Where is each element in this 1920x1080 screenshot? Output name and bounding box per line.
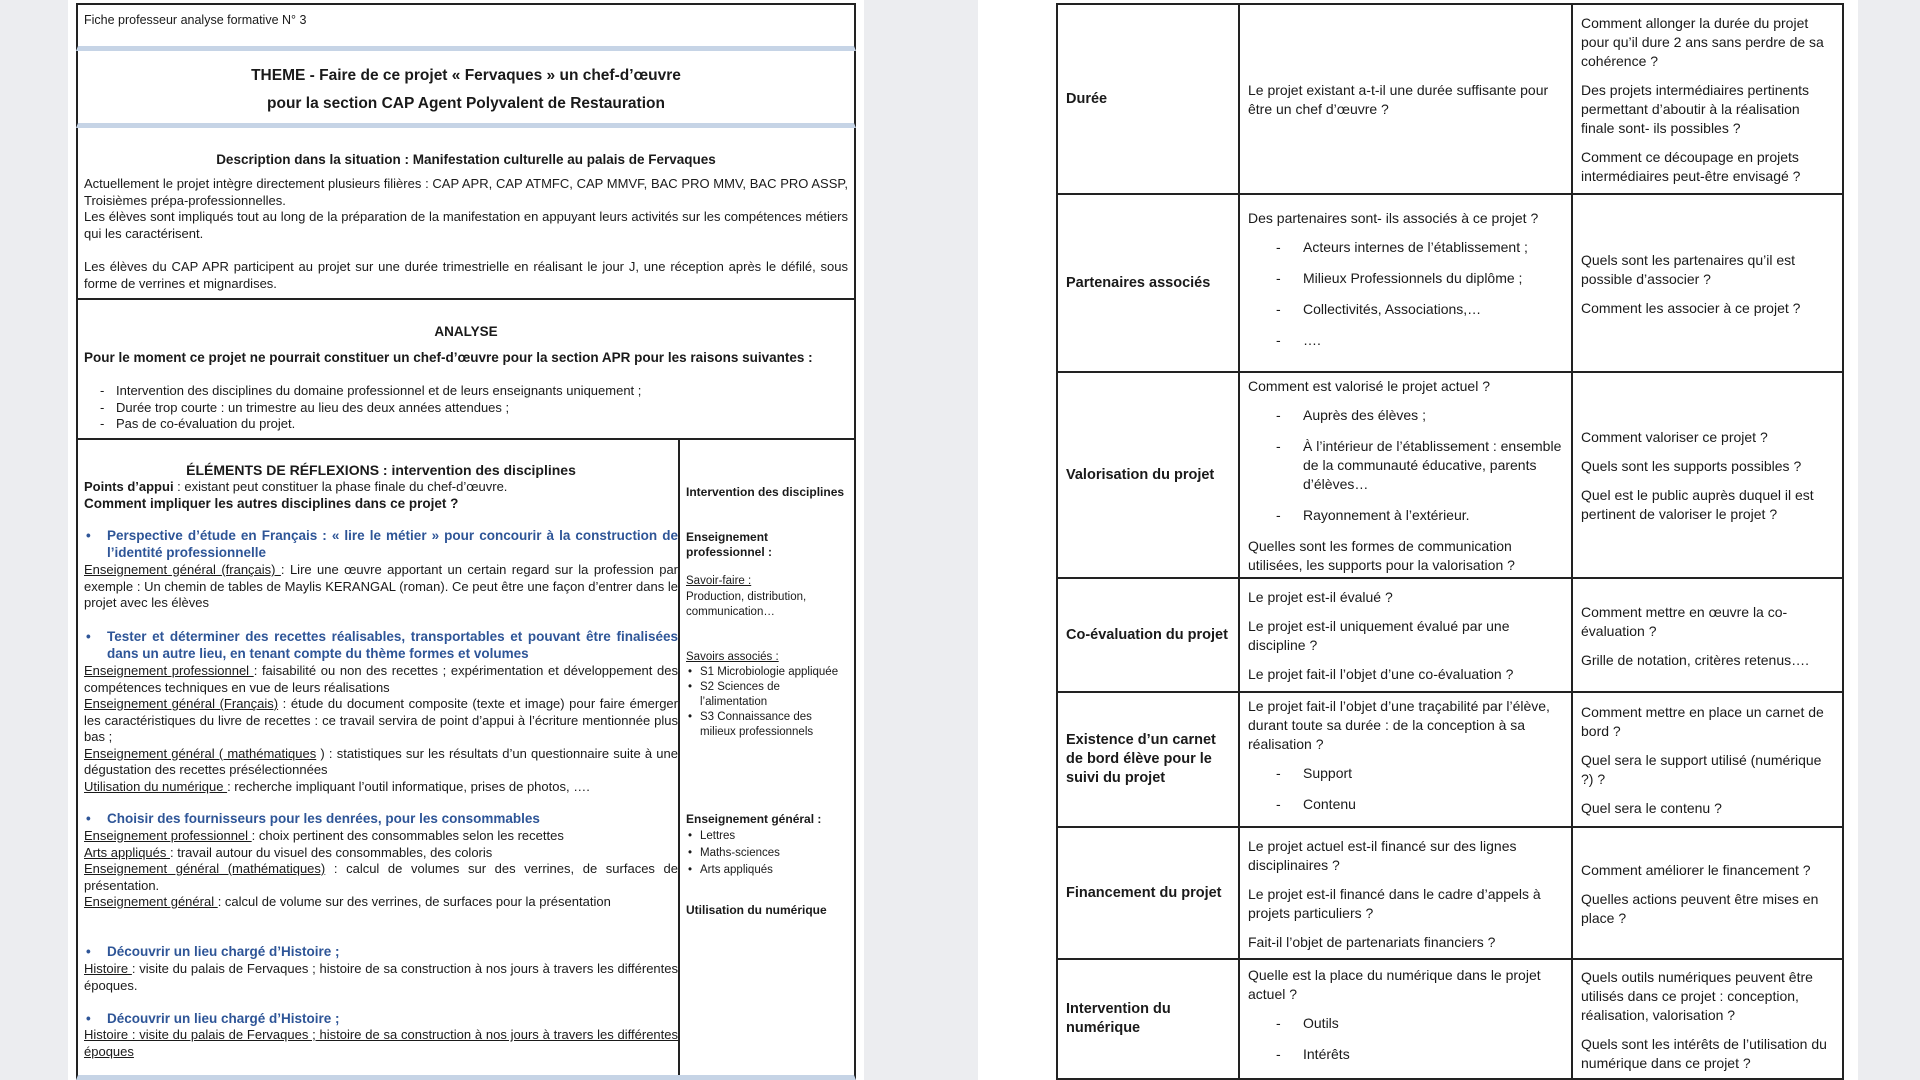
section-text-recettes	[84, 663, 678, 795]
analyse-list	[94, 383, 848, 433]
action-text: Quels sont les supports possibles ?	[1581, 458, 1802, 474]
action-text: Quelles actions peuvent être mises en place ?	[1581, 890, 1819, 926]
side-intervention: Intervention des disciplines	[686, 485, 845, 499]
actions-cell	[1572, 372, 1843, 578]
action-text: Comment mettre en œuvre la co-évaluation ?	[1581, 603, 1788, 639]
elements-block	[76, 440, 856, 1080]
question-list	[1248, 238, 1565, 350]
actions-cell	[1572, 692, 1843, 827]
list-item: - Acteurs internes de l’établissement ;	[1248, 238, 1565, 257]
table-row	[1057, 692, 1843, 827]
discipline-text: : étude du document composite (texte et image) pour faire émerger les caractéristiques du livre de recettes : ce travail servira de point d’appui à l’écriture mentionnée plus bas ;	[84, 696, 678, 744]
question-list	[1248, 406, 1565, 525]
discipline-label: Enseignement général	[84, 894, 218, 909]
table-row	[1057, 4, 1843, 194]
question-text: Le projet existant a-t-il une durée suffisante pour être un chef d’œuvre ?	[1248, 82, 1549, 117]
description-p3: Les élèves du CAP APR participent au projet sur une durée trimestrielle en réalisant le jour J, une réception après le défilé, sous forme de verrines et mignardises.	[84, 259, 848, 291]
discipline-text: : Lire une œuvre apportant un certain regard sur la profession par exemple : Un chemin de tables de Maylis KERANGAL (roman). Ce peut être une façon d’entrer dans le projet avec les élèves	[84, 562, 679, 610]
elements-question: Comment impliquer les autres disciplines dans ce projet ?	[84, 496, 459, 511]
discipline-label: Enseignement général (mathématiques)	[84, 861, 326, 876]
discipline-text: : faisabilité ou non des recettes ; expérimentation et développement des compétences techniques en vue de leurs réalisations	[84, 663, 678, 695]
side-ens-gen: Enseignement général :	[686, 812, 822, 826]
question-text: Le projet fait-il l’objet d’une co-évaluation ?	[1248, 666, 1514, 682]
list-item: - Intervention des disciplines du domaine professionnel et de leurs enseignants uniquement ;	[94, 383, 848, 400]
discipline-label: Enseignement général ( mathématiques	[84, 745, 317, 761]
section-heading-recettes: • Tester et déterminer des recettes réalisables, transportables et pouvant être finalisées dans un autre lieu, en tenant compte du thème formes et volumes	[84, 628, 678, 662]
question-text: Le projet est-il financé dans le cadre d’appels à projets particuliers ?	[1248, 885, 1541, 921]
questions-cell	[1239, 959, 1572, 1079]
action-text: Comment mettre en place un carnet de bord ?	[1581, 704, 1824, 739]
table-row	[1057, 827, 1843, 959]
assessment-table	[1056, 3, 1844, 1080]
criterion-cell: Valorisation du projet	[1057, 372, 1239, 578]
list-item: - Milieux Professionnels du diplôme ;	[1248, 269, 1565, 288]
list-item: - ….	[1248, 331, 1565, 350]
action-text: Comment valoriser ce projet ?	[1581, 429, 1768, 445]
fiche-title: Fiche professeur analyse formative N° 3	[84, 13, 307, 27]
action-text: Comment les associer à ce projet ?	[1581, 299, 1801, 316]
discipline-label: Enseignement professionnel	[84, 828, 252, 843]
theme-block	[76, 51, 856, 128]
side-savoirs-list	[686, 665, 850, 740]
list-item: • S1 Microbiologie appliquée	[686, 665, 850, 680]
questions-cell	[1239, 372, 1572, 578]
list-item: - Intérêts	[1248, 1045, 1565, 1064]
side-savoir-faire-text: Production, distribution, communication…	[686, 591, 807, 618]
discipline-text: : choix pertinent des consommables selon les recettes	[251, 828, 564, 843]
table-row	[1057, 959, 1843, 1079]
discipline-text: : visite du palais de Fervaques ; histoire de sa construction à nos jours à travers les différentes époques.	[84, 961, 678, 993]
list-item: • Arts appliqués	[686, 862, 850, 879]
list-item: - Rayonnement à l’extérieur.	[1248, 506, 1565, 525]
action-text: Quels sont les intérêts de l’utilisation du numérique dans ce projet ?	[1581, 1035, 1827, 1071]
description-block	[76, 128, 856, 300]
list-item: - Outils	[1248, 1014, 1565, 1033]
side-ens-pro: Enseignement professionnel :	[686, 530, 773, 559]
points-appui-text: : existant peut constituer la phase finale du chef-d’œuvre.	[173, 479, 508, 494]
criterion-cell: Intervention du numérique	[1057, 959, 1239, 1079]
discipline-label: Arts appliqués	[84, 844, 170, 860]
question-text: Quelles sont les formes de communication utilisées, les supports pour la valorisation ?	[1248, 538, 1515, 573]
question-text: Comment est valorisé le projet actuel ?	[1248, 378, 1490, 394]
description-p1: Actuellement le projet intègre directement plusieurs filières : CAP APR, CAP ATMFC, CAP MMVF, BAC PRO MMV, BAC PRO ASSP, Troisièmes prépa-professionnelles.	[84, 176, 848, 208]
theme-line-2: pour la section CAP Agent Polyvalent de Restauration	[267, 95, 665, 112]
table-row	[1057, 578, 1843, 692]
list-item: - Durée trop courte : un trimestre au lieu des deux années attendues ;	[94, 400, 848, 417]
points-appui	[84, 479, 678, 496]
disciplines-side-column	[678, 440, 854, 1075]
section-heading-histoire-2: • Découvrir un lieu chargé d’Histoire ;	[84, 1010, 678, 1027]
list-item: - Collectivités, Associations,…	[1248, 300, 1565, 319]
actions-cell	[1572, 194, 1843, 372]
section-text-histoire-2: Histoire : visite du palais de Fervaques ; histoire de sa construction à nos jours à travers les différentes époques	[84, 1027, 678, 1059]
action-text: Quel est le public auprès duquel il est pertinent de valoriser le projet ?	[1581, 487, 1814, 522]
actions-cell	[1572, 959, 1843, 1079]
question-list	[1248, 764, 1565, 814]
table-row	[1057, 194, 1843, 372]
section-text-francais	[84, 562, 678, 612]
actions-cell	[1572, 578, 1843, 692]
question-text: Fait-il l’objet de partenariats financiers ?	[1248, 933, 1496, 950]
criterion-cell: Durée	[1057, 4, 1239, 194]
action-text: Quels outils numériques peuvent être utilisés dans ce projet : conception, réalisation, valorisation ?	[1581, 968, 1813, 1023]
elements-title-bold: ÉLÉMENTS DE RÉFLEXIONS	[186, 462, 380, 478]
action-text: Quel sera le support utilisé (numérique ?) ?	[1581, 752, 1822, 787]
document-page-right	[978, 0, 1858, 1080]
action-text: Comment améliorer le financement ?	[1581, 861, 1811, 878]
analyse-intro: Pour le moment ce projet ne pourrait constituer un chef-d’œuvre pour la section APR pour les raisons suivantes :	[84, 350, 813, 365]
section-text-histoire	[84, 961, 678, 994]
questions-cell	[1239, 578, 1572, 692]
question-text: Le projet est-il uniquement évalué par une discipline ?	[1248, 618, 1510, 653]
criterion-cell: Financement du projet	[1057, 827, 1239, 959]
question-text: Le projet actuel est-il financé sur des lignes disciplinaires ?	[1248, 837, 1517, 873]
analyse-block	[76, 300, 856, 440]
questions-cell	[1239, 194, 1572, 372]
side-savoir-faire-label: Savoir-faire :	[686, 575, 752, 587]
actions-cell	[1572, 4, 1843, 194]
discipline-text: : calcul de volumes sur des verrines, de surfaces de présentation.	[84, 861, 678, 893]
discipline-label: Histoire	[84, 961, 132, 976]
description-title: Description dans la situation : Manifestation culturelle au palais de Fervaques	[216, 152, 716, 167]
questions-cell	[1239, 692, 1572, 827]
discipline-label: Enseignement professionnel	[84, 663, 254, 678]
side-numerique: Utilisation du numérique	[686, 903, 827, 917]
side-gen-list	[686, 828, 850, 879]
question-text: Le projet est-il évalué ?	[1248, 589, 1393, 605]
criterion-cell: Partenaires associés	[1057, 194, 1239, 372]
discipline-label: Utilisation du numérique	[84, 778, 228, 794]
list-item: - Support	[1248, 764, 1565, 783]
action-text: Quels sont les partenaires qu’il est possible d’associer ?	[1581, 251, 1795, 287]
points-appui-label: Points d’appui	[84, 479, 174, 494]
action-text: Grille de notation, critères retenus….	[1581, 651, 1809, 668]
list-item: - Auprès des élèves ;	[1248, 406, 1565, 425]
list-item: - Pas de co-évaluation du projet.	[94, 416, 848, 433]
criterion-cell: Existence d’un carnet de bord élève pour le suivi du projet	[1057, 692, 1239, 827]
list-item: • Maths-sciences	[686, 845, 850, 862]
action-text: Des projets intermédiaires pertinents permettant d’aboutir à la réalisation finale sont- ils possibles ?	[1581, 82, 1809, 136]
question-text: Des partenaires sont- ils associés à ce projet ?	[1248, 209, 1539, 226]
list-item: - À l’intérieur de l’établissement : ensemble de la communauté éducative, parents d’élèves…	[1248, 437, 1565, 494]
question-text: Quelle est la place du numérique dans le projet actuel ?	[1248, 967, 1541, 1002]
discipline-label: Enseignement général (Français)	[84, 696, 279, 711]
discipline-text: ) : statistiques sur les résultats d’un questionnaire suite à une dégustation des recettes présélectionnées	[84, 745, 678, 777]
question-list	[1248, 1014, 1565, 1064]
discipline-text: : recherche impliquant l’outil informatique, prises de photos, ….	[227, 778, 590, 794]
list-item: • S3 Connaissance des milieux professionnels	[686, 710, 850, 740]
section-text-fournisseurs	[84, 828, 678, 911]
questions-cell	[1239, 827, 1572, 959]
action-text: Comment allonger la durée du projet pour qu’il dure 2 ans sans perdre de sa cohérence ?	[1581, 15, 1824, 69]
action-text: Quel sera le contenu ?	[1581, 800, 1722, 816]
questions-cell	[1239, 4, 1572, 194]
theme-line-1: THEME - Faire de ce projet « Fervaques » un chef-d’œuvre	[251, 67, 681, 84]
list-item: • S2 Sciences de l’alimentation	[686, 680, 850, 710]
criterion-cell: Co-évaluation du projet	[1057, 578, 1239, 692]
section-heading-francais: • Perspective d’étude en Français : « lire le métier » pour concourir à la construction de l’identité professionnelle	[84, 527, 678, 561]
list-item: - Contenu	[1248, 795, 1565, 814]
fiche-header	[76, 3, 856, 51]
section-heading-fournisseurs: • Choisir des fournisseurs pour les denrées, pour les consommables	[84, 810, 678, 827]
actions-cell	[1572, 827, 1843, 959]
table-row	[1057, 372, 1843, 578]
description-p2: Les élèves sont impliqués tout au long de la préparation de la manifestation en appuyant leurs activités sur les compétences métiers qui les caractérisent.	[84, 209, 848, 241]
list-item: • Lettres	[686, 828, 850, 845]
discipline-label: Enseignement général (français)	[84, 562, 281, 577]
analyse-title: ANALYSE	[434, 324, 498, 339]
discipline-text: : travail autour du visuel des consommables, des coloris	[170, 844, 493, 860]
section-heading-histoire: • Découvrir un lieu chargé d’Histoire ;	[84, 943, 678, 960]
discipline-text: : calcul de volume sur des verrines, de surfaces pour la présentation	[217, 894, 611, 909]
document-page-left	[68, 0, 864, 1080]
side-savoirs-label: Savoirs associés :	[686, 651, 779, 663]
action-text: Comment ce découpage en projets intermédiaires peut-être envisagé ?	[1581, 149, 1801, 184]
question-text: Le projet fait-il l’objet d’une traçabilité par l’élève, durant toute sa durée : de la conception à sa réalisation ?	[1248, 698, 1550, 752]
elements-title	[84, 462, 678, 479]
elements-title-rest: : intervention des disciplines	[379, 462, 576, 478]
